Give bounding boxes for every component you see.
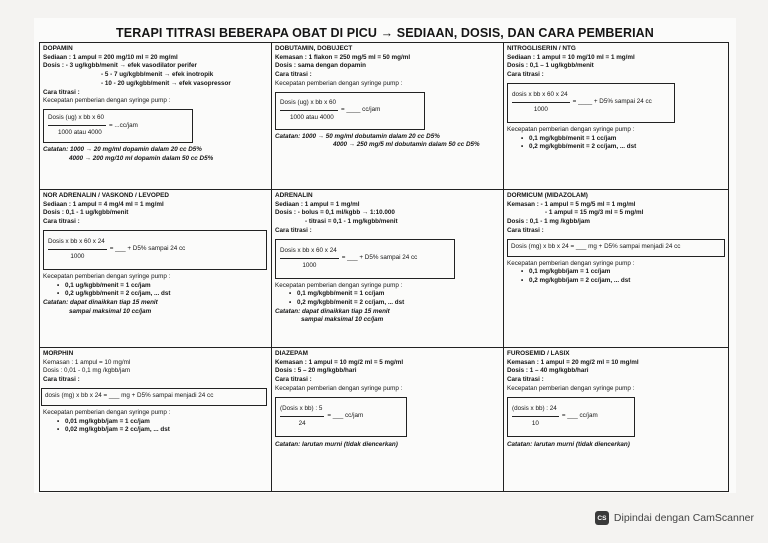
list-item: • 0,2 mg/kgbb/menit = 2 cc/jam, ... dst (275, 299, 500, 308)
dosis-text: Dosis : sama dengan dopamin (275, 62, 366, 70)
formula-denominator: 1000 (48, 249, 107, 262)
kecepatan-text: Kecepatan pemberian dengan syringe pump : (507, 384, 635, 392)
kemasan-text: Kemasan : 1 ampul = 20 mg/2 ml = 10 mg/ml (507, 358, 639, 366)
sediaan-text: Sediaan : 1 ampul = 1 mg/ml (275, 200, 360, 208)
cara-titrasi-label: Cara titrasi : (275, 71, 312, 79)
drug-name: MORPHIN (43, 350, 74, 357)
formula-box (43, 230, 267, 270)
formula-box (275, 397, 407, 437)
dosis-text: - titrasi = 0,1 - 1 mg/kgbb/menit (305, 218, 398, 226)
cara-titrasi-label: Cara titrasi : (507, 71, 544, 79)
cara-titrasi-label: Cara titrasi : (507, 376, 544, 384)
cell-morphin (40, 348, 272, 491)
formula-denominator: 1000 (280, 258, 339, 271)
formula-numerator: dosis x bb x 60 x 24 (512, 91, 568, 99)
cara-titrasi-label: Cara titrasi : (275, 376, 312, 384)
kemasan-text: Kemasan : 1 flakon = 250 mg/5 ml = 50 mg/ml (275, 53, 411, 61)
drug-name: NITROGLISERIN / NTG (507, 45, 576, 52)
scanned-page (34, 18, 736, 493)
drug-name: NOR ADRENALIN / VASKOND / LEVOPED (43, 192, 170, 199)
formula-denominator: 1000 atau 4000 (280, 110, 338, 123)
kemasan-text: Kemasan : 1 ampul = 10 mg/2 ml = 5 mg/ml (275, 358, 404, 366)
list-item: • 0,02 mg/kgbb/jam = 2 cc/jam, ... dst (43, 426, 268, 435)
cara-titrasi-label: Cara titrasi : (43, 88, 80, 96)
catatan-text: sampai maksimal 10 cc/jam (69, 307, 152, 315)
catatan-text: Catatan: dapat dinaikkan tiap 15 menit (275, 307, 390, 315)
formula-fraction (280, 247, 339, 270)
formula-result: = ___ cc/jam (561, 412, 598, 420)
formula-denominator: 1000 atau 4000 (48, 125, 106, 138)
cell-dopamin (40, 43, 272, 190)
kemasan-text: Kemasan : - 1 ampul = 5 mg/5 ml = 1 mg/ml (507, 200, 636, 208)
cell-furosemid (504, 348, 728, 491)
catatan-text: 4000 → 200 mg/10 ml dopamin dalam 50 cc D5% (69, 154, 214, 162)
drug-name: ADRENALIN (275, 192, 313, 199)
drug-name: FUROSEMID / LASIX (507, 350, 570, 357)
formula-box (507, 239, 725, 257)
list-item: • 0,2 ug/kgbb/menit = 2 cc/jam, ... dst (43, 290, 268, 299)
formula-result: = ___ + D5% sampai 24 cc (109, 245, 186, 253)
sediaan-text: Sediaan : 1 ampul = 200 mg/10 ml = 20 mg/ml (43, 53, 178, 61)
cara-titrasi-label: Cara titrasi : (43, 218, 80, 226)
drug-name: DIAZEPAM (275, 350, 308, 357)
dosis-text: Dosis : - 3 ug/kgbb/menit → efek vasodilator perifer (43, 62, 197, 70)
kecepatan-text: Kecepatan pemberian dengan syringe pump : (275, 384, 403, 392)
kecepatan-text: Kecepatan pemberian dengan syringe pump : (43, 408, 171, 416)
formula-numerator: Dosis (ug) x bb x 60 (280, 98, 336, 106)
dosis-text: - 5 - 7 ug/kgbb/menit → efek inotropik (101, 71, 214, 79)
kemasan-text: - 1 ampul = 15 mg/3 ml = 5 mg/ml (545, 209, 644, 217)
formula-fraction (48, 114, 106, 137)
cara-titrasi-label: Cara titrasi : (43, 376, 80, 384)
formula-fraction (48, 238, 107, 261)
formula-numerator: Dosis x bb x 60 x 24 (48, 238, 105, 246)
cell-dobutamin (272, 43, 504, 190)
camscanner-watermark (595, 511, 754, 525)
catatan-text: 4000 → 250 mg/5 ml dobutamin dalam 50 cc D5% (333, 141, 480, 149)
formula-numerator: Dosis x bb x 60 x 24 (280, 246, 337, 254)
catatan-text: Catatan: 1000 → 20 mg/ml dopamin dalam 20 cc D5% (43, 145, 202, 153)
formula-box (275, 92, 425, 130)
cell-noradrenalin (40, 190, 272, 348)
dosis-text: Dosis : 0,1 - 1 mg /kgbb/jam (507, 218, 590, 226)
list-item: • 0,1 mg/kgbb/jam = 1 cc/jam (507, 268, 725, 277)
cell-ntg (504, 43, 728, 190)
formula-text: Dosis (mg) x bb x 24 = ___ mg + D5% sampai menjadi 24 cc (511, 243, 681, 251)
sediaan-text: Sediaan : 1 ampul = 4 mg/4 ml = 1 mg/ml (43, 200, 164, 208)
formula-result: = ___ cc/jam (327, 412, 364, 420)
catatan-text: Catatan: dapat dinaikkan tiap 15 menit (43, 298, 158, 306)
list-item: • 0,2 mg/kgbb/jam = 2 cc/jam, ... dst (507, 277, 725, 286)
dosis-text: Dosis : - bolus = 0,1 ml/kgbb → 1:10.000 (275, 209, 395, 217)
dosis-text: Dosis : 0,1 - 1 ug/kgbb/menit (43, 209, 129, 217)
formula-fraction (512, 91, 570, 114)
list-item: • 0,2 mg/kgbb/menit = 2 cc/jam, ... dst (507, 143, 725, 152)
formula-text: dosis (mg) x bb x 24 = ___ mg + D5% sampai menjadi 24 cc (45, 392, 214, 400)
list-item: • 0,1 ug/kgbb/menit = 1 cc/jam (43, 282, 268, 291)
formula-box (507, 397, 635, 437)
formula-result: = ___ + D5% sampai 24 cc (341, 254, 418, 262)
formula-fraction (280, 405, 324, 428)
kecepatan-text: Kecepatan pemberian dengan syringe pump : (275, 79, 403, 87)
kecepatan-text: Kecepatan pemberian dengan syringe pump : (43, 97, 171, 105)
watermark-text: Dipindai dengan CamScanner (613, 512, 754, 524)
formula-denominator: 24 (280, 416, 324, 429)
sediaan-text: Sediaan : 1 ampul = 10 mg/10 ml = 1 mg/ml (507, 53, 635, 61)
kecepatan-text: Kecepatan pemberian dengan syringe pump : (507, 259, 635, 267)
cell-dormicum (504, 190, 728, 348)
dosis-text: Dosis : 0,1 – 1 ug/kgbb/menit (507, 62, 594, 70)
formula-result: = ____ cc/jam (341, 106, 381, 114)
list-item: • 0,1 mg/kgbb/menit = 1 cc/jam (275, 290, 500, 299)
cara-titrasi-label: Cara titrasi : (275, 226, 312, 234)
catatan-text: Catatan: larutan murni (tidak diencerkan) (507, 440, 630, 448)
drug-name: DOPAMIN (43, 45, 73, 52)
page-title: TERAPI TITRASI BEBERAPA OBAT DI PICU → SEDIAAN, DOSIS, DAN CARA PEMBERIAN (116, 26, 654, 40)
formula-result: = ____ + D5% sampai 24 cc (572, 98, 652, 106)
formula-denominator: 10 (512, 416, 559, 429)
cell-diazepam (272, 348, 504, 491)
formula-box (41, 388, 267, 406)
catatan-text: Catatan: 1000 → 50 mg/ml dobutamin dalam 20 cc D5% (275, 132, 440, 140)
kecepatan-text: Kecepatan pemberian dengan syringe pump : (507, 125, 635, 133)
cell-adrenalin (272, 190, 504, 348)
dosis-text: Dosis : 0,01 - 0,1 mg /kgbb/jam (43, 367, 131, 375)
kemasan-text: Kemasan : 1 ampul = 10 mg/ml (43, 358, 131, 366)
formula-numerator: Dosis (ug) x bb x 60 (48, 114, 104, 122)
formula-denominator: 1000 (512, 102, 570, 115)
drug-name: DORMICUM (MIDAZOLAM) (507, 192, 588, 199)
dosis-text: - 10 - 20 ug/kgbb/menit → efek vasopressor (101, 79, 231, 87)
drug-table (39, 42, 729, 492)
formula-numerator: (dosis x bb) : 24 (512, 404, 557, 412)
catatan-text: sampai maksimal 10 cc/jam (301, 316, 384, 324)
formula-result: = ...cc/jam (109, 121, 138, 129)
cara-titrasi-label: Cara titrasi : (507, 226, 544, 234)
kecepatan-text: Kecepatan pemberian dengan syringe pump : (43, 272, 171, 280)
formula-box (275, 239, 455, 279)
dosis-text: Dosis : 5 – 20 mg/kgbb/hari (275, 367, 357, 375)
drug-name: DOBUTAMIN, DOBUJECT (275, 45, 353, 52)
kecepatan-text: Kecepatan pemberian dengan syringe pump : (275, 281, 403, 289)
formula-fraction (280, 99, 338, 122)
camscanner-logo-icon: CS (595, 511, 609, 525)
catatan-text: Catatan: larutan murni (tidak diencerkan) (275, 440, 398, 448)
formula-box (43, 109, 193, 143)
list-item: • 0,01 mg/kgbb/jam = 1 cc/jam (43, 418, 268, 427)
list-item: • 0,1 mg/kgbb/menit = 1 cc/jam (507, 135, 725, 144)
formula-box (507, 83, 675, 123)
formula-fraction (512, 405, 559, 428)
formula-numerator: (Dosis x bb) : 5 (280, 404, 323, 412)
dosis-text: Dosis : 1 – 40 mg/kgbb/hari (507, 367, 589, 375)
